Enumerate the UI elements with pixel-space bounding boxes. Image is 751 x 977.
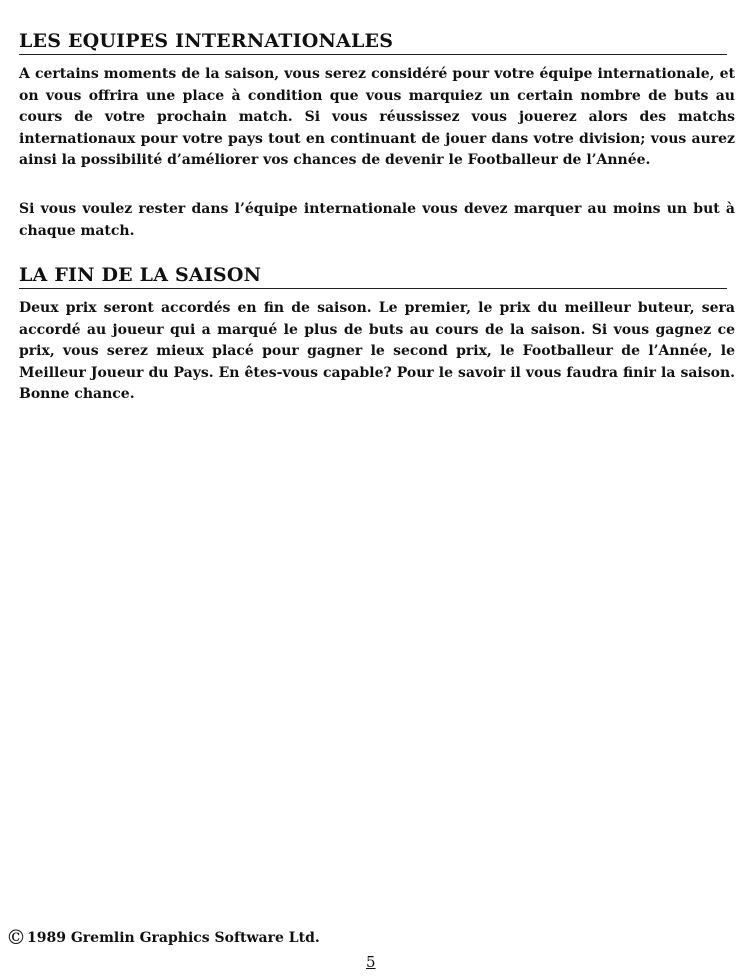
paragraph-selection-internationale: A certains moments de la saison, vous serez considéré pour votre équipe internationale, et on vous offrira une place à condition que vous marquiez un certain nombre de buts au cours de votre prochain match. Si vous réussissez vous jouerez alors des matchs internationaux pour votre pays tout en continuant de jouer dans votre division; vous aurez ainsi la possibilité d’améliorer vos chances de devenir le Footballeur de l’Année. [19,66,735,168]
copyright-icon: © [6,925,26,949]
paragraph-prix-fin-de-saison: Deux prix seront accordés en fin de saison. Le premier, le prix du meilleur buteur, sera accordé au joueur qui a marqué le plus de buts au cours de la saison. Si vous gagnez ce prix, vous serez mieux placé pour gagner le second prix, le Footballeur de l’Année, le Meilleur Joueur du Pays. En êtes-vous capable? Pour le savoir il vous faudra finir la saison. Bonne chance. [19,300,735,402]
heading-equipes-internationales: LES EQUIPES INTERNATIONALES [19,30,727,55]
copyright-notice [6,927,320,948]
copyright-text: 1989 Gremlin Graphics Software Ltd. [27,930,320,946]
page-number: 5 [366,953,376,971]
paragraph-rester-dans-equipe: Si vous voulez rester dans l’équipe internationale vous devez marquer au moins un but à chaque match. [19,201,735,239]
heading-fin-de-saison: LA FIN DE LA SAISON [19,264,727,289]
